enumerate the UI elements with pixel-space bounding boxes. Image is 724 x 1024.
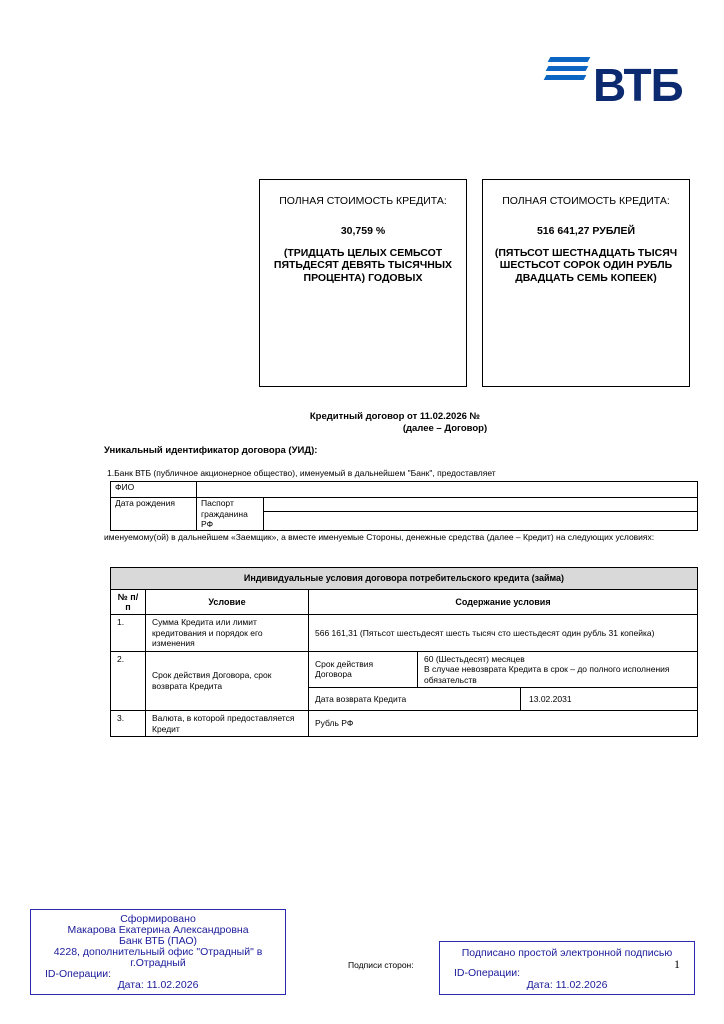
conditions-table [110, 567, 698, 737]
row2-return-label: Дата возврата Кредита [309, 688, 521, 710]
stamp-formed-date: Дата: 11.02.2026 [117, 979, 199, 991]
stamp-signed-title: Подписано простой электронной подписью [461, 947, 673, 959]
row2-no: 2. [111, 651, 146, 711]
page-number: 1 [674, 957, 680, 971]
col-cond-header: Условие [146, 590, 309, 615]
conditions-title: Индивидуальные условия договора потребительского кредита (займа) [111, 568, 698, 590]
row2-return-table [309, 688, 697, 710]
stamp-signed-id: ID-Операции: [454, 967, 521, 979]
cost-box-words: (ТРИДЦАТЬ ЦЕЛЫХ СЕМЬСОТ ПЯТЬДЕСЯТ ДЕВЯТЬ ТЫСЯЧНЫХ ПРОЦЕНТА) ГОДОВЫХ [273, 246, 453, 284]
cost-box-heading: ПОЛНАЯ СТОИМОСТЬ КРЕДИТА: [279, 195, 447, 207]
fio-label: ФИО [111, 482, 197, 498]
stamp-formed-office: 4228, дополнительный офис "Отрадный" в [53, 946, 263, 958]
row3-no: 3. [111, 711, 146, 737]
logo-text: ВТБ [593, 59, 683, 111]
passport-label: Паспорт гражданина РФ [197, 498, 264, 531]
intro-text: 1.Банк ВТБ (публичное акционерное общество), именуемый в дальнейшем "Банк", предоставляет [107, 468, 496, 478]
col-content-header: Содержание условия [309, 590, 698, 615]
stamp-formed [30, 909, 286, 995]
uid-label: Уникальный идентификатор договора (УИД): [104, 445, 318, 456]
stamp-formed-city: г.Отрадный [130, 957, 186, 969]
row2-term-value: 60 (Шестьдесят) месяцев [424, 653, 525, 664]
row3-content: Рубль РФ [309, 711, 698, 737]
stamp-signed [439, 941, 695, 995]
cost-box-heading: ПОЛНАЯ СТОИМОСТЬ КРЕДИТА: [502, 195, 670, 207]
row2-return-value: 13.02.2031 [529, 693, 572, 704]
outro-text: именуемому(ой) в дальнейшем «Заемщик», а вместе именуемые Стороны, денежные средства (далее – Кредит) на следующих условиях: [104, 532, 655, 542]
contract-title-line2: (далее – Договор) [402, 422, 488, 434]
passport-value-extra [264, 512, 698, 530]
row1-content: 566 161,31 (Пятьсот шестьдесят шесть тысяч сто шестьдесят один рубль 31 копейка) [309, 615, 698, 652]
row3-cond: Валюта, в которой предоставляется Кредит [146, 711, 309, 737]
vtb-logo [543, 55, 693, 111]
row2-term-note: В случае невозврата Кредита в срок – до полного исполнения обязательств [424, 664, 670, 685]
stamp-formed-name: Макарова Екатерина Александровна [67, 924, 249, 936]
borrower-table [110, 481, 698, 531]
cost-box-value: 516 641,27 РУБЛЕЙ [536, 225, 636, 237]
birth-label: Дата рождения [111, 498, 197, 531]
row2-return-cell [309, 688, 698, 711]
row2-term-label: Срок действия Договора [309, 651, 418, 688]
cost-box-value: 30,759 % [340, 225, 386, 237]
stamp-formed-title: Сформировано [120, 913, 196, 925]
cost-box-words: (ПЯТЬСОТ ШЕСТНАДЦАТЬ ТЫСЯЧ ШЕСТЬСОТ СОРОК ОДИН РУБЛЬ ДВАДЦАТЬ СЕМЬ КОПЕЕК) [494, 246, 678, 284]
stamp-formed-id: ID-Операции: [45, 968, 112, 980]
passport-value [264, 498, 698, 512]
row1-cond: Сумма Кредита или лимит кредитования и порядок его изменения [146, 615, 309, 652]
contract-title [200, 411, 590, 434]
row2-term-cell [418, 651, 698, 688]
cost-box-percent [259, 179, 467, 387]
cost-box-amount [482, 179, 690, 387]
contract-title-line1: Кредитный договор от 11.02.2026 № [309, 411, 481, 422]
signatures-label: Подписи сторон: [348, 960, 414, 970]
stamp-signed-date: Дата: 11.02.2026 [526, 979, 608, 991]
col-no-header: № п/п [111, 590, 146, 615]
row2-cond: Срок действия Договора, срок возврата Кредита [146, 651, 309, 711]
stamp-formed-bank: Банк ВТБ (ПАО) [118, 935, 198, 947]
row1-no: 1. [111, 615, 146, 652]
fio-value [197, 482, 698, 498]
